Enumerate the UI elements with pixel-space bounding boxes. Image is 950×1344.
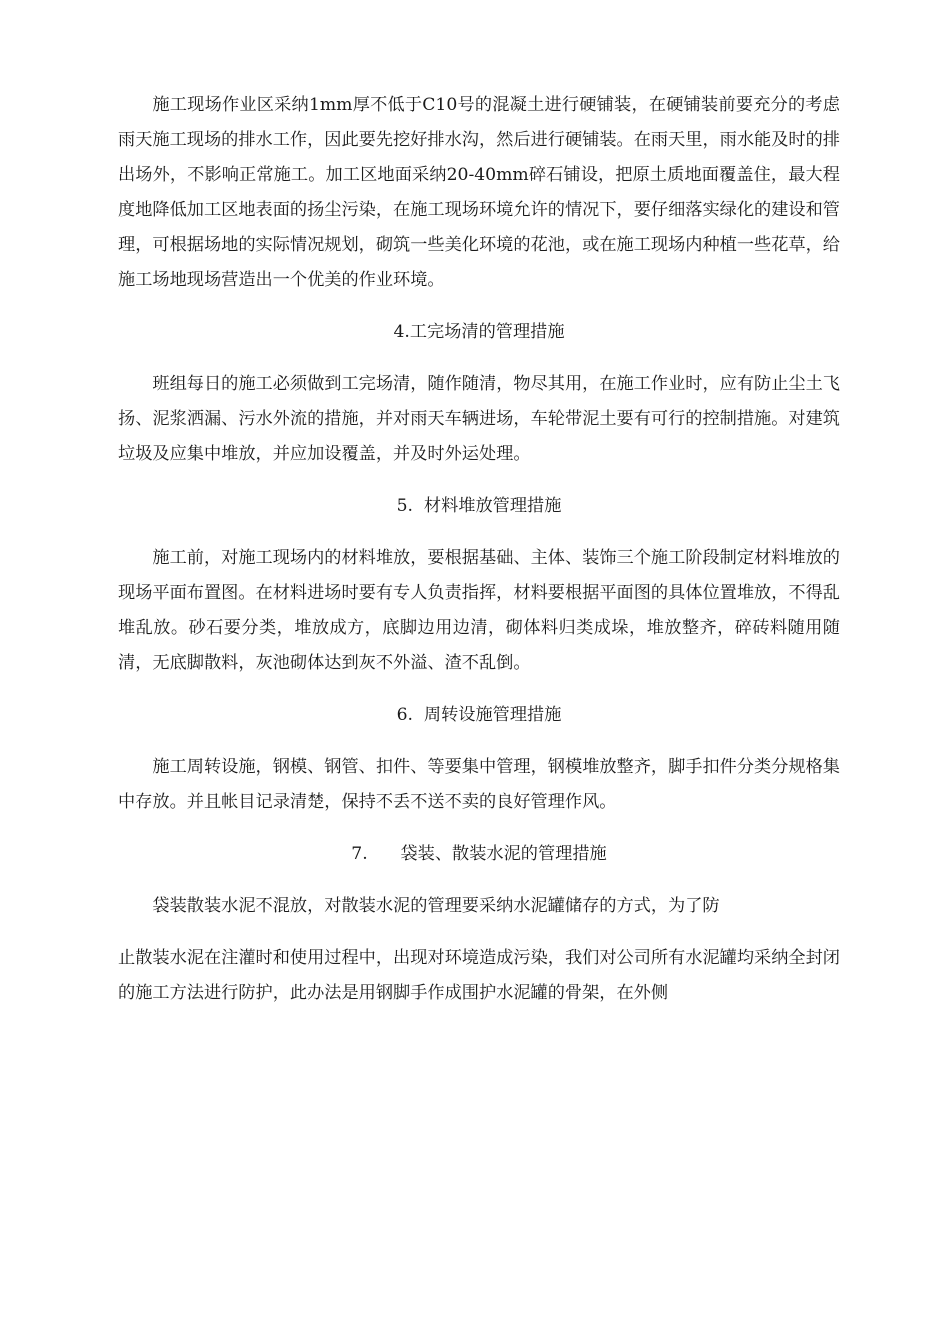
paragraph-cleanup: 班组每日的施工必须做到工完场清，随作随清，物尽其用，在施工作业时，应有防止尘土飞扬、泥浆洒漏、污水外流的措施，并对雨天车辆进场，车轮带泥土要有可行的控制措施。对建筑垃圾及应集中堆放，并应加设覆盖，并及时外运处理。: [118, 374, 840, 464]
paragraph-site-paving: 施工现场作业区采纳1mm厚不低于C10号的混凝土进行硬铺装，在硬铺装前要充分的考虑雨天施工现场的排水工作，因此要先挖好排水沟，然后进行硬铺装。在雨天里，雨水能及时的排出场外，不影响正常施工。加工区地面采纳20-40mm碎石铺设，把原土质地面覆盖住，最大程度地降低加工区地表面的扬尘污染，在施工现场环境允许的情况下，要仔细落实绿化的建设和管理，可根据场地的实际情况规划，砌筑一些美化环境的花池，或在施工现场内种植一些花草，给施工场地现场营造出一个优美的作业环境。: [118, 95, 840, 290]
paragraph-material-storage: 施工前，对施工现场内的材料堆放，要根据基础、主体、装饰三个施工阶段制定材料堆放的现场平面布置图。在材料进场时要有专人负责指挥，材料要根据平面图的具体位置堆放，不得乱堆乱放。砂石要分类，堆放成方，底脚边用边清，砌体料归类成垛，堆放整齐，碎砖料随用随清，无底脚散料，灰池砌体达到灰不外溢、渣不乱倒。: [118, 548, 840, 673]
heading-cement-management: 7. 袋装、散装水泥的管理措施: [351, 844, 607, 864]
heading-turnover-facilities: 6. 周转设施管理措施: [396, 705, 562, 725]
paragraph-cement-intro: 袋装散装水泥不混放，对散装水泥的管理要采纳水泥罐储存的方式，为了防: [152, 896, 720, 916]
heading-cleanup-measures: 4.工完场清的管理措施: [393, 322, 565, 342]
paragraph-cement-continued: 止散装水泥在注灌时和使用过程中，出现对环境造成污染，我们对公司所有水泥罐均采纳全封闭的施工方法进行防护，此办法是用钢脚手作成围护水泥罐的骨架，在外侧: [118, 948, 840, 1003]
document-page: [118, 88, 840, 1011]
heading-material-storage: 5. 材料堆放管理措施: [396, 496, 562, 516]
paragraph-turnover-facilities: 施工周转设施，钢模、钢管、扣件、等要集中管理，钢模堆放整齐，脚手扣件分类分规格集中存放。并且帐目记录清楚，保持不丢不送不卖的良好管理作风。: [118, 757, 840, 812]
